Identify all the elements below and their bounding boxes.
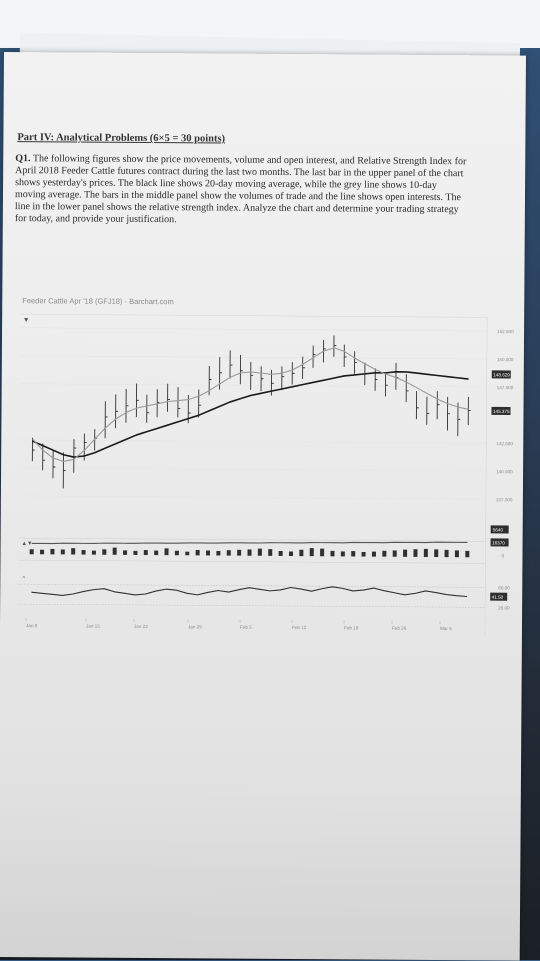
price-tag-label: 148.629 <box>493 372 510 377</box>
x-tick-label: Jan 29 <box>188 624 202 629</box>
rsi-gridline <box>18 604 485 607</box>
volume-tick-label: 0 <box>501 553 504 558</box>
paper-sheet <box>0 52 526 961</box>
volume-divider <box>19 538 486 541</box>
price-tick-label: 140.000 <box>496 469 513 474</box>
price-gridline <box>20 384 487 387</box>
question-body: The following figures show the price movements, volume and open interest, and Relative Strength Index for April 2018 Feeder Cattle futures contract during the last two months. The last bar in the upper panel of the chart shows yesterday's prices. The black line shows 20-day moving average, while the grey line shows 10-day moving average. The bars in the middle panel show the volumes of trade and the line shows open interests. The line in the lower panel shows the relative strength index. Analyze the chart and determine your trading strategy for today, and provide your justification. <box>15 153 467 225</box>
volume-bar <box>237 550 241 556</box>
price-tick-label: 152.500 <box>497 329 514 334</box>
chart-panel <box>10 292 523 676</box>
rsi-collapse-icon[interactable]: ^ <box>22 576 25 582</box>
volume-bar <box>258 549 262 556</box>
volume-bar <box>382 551 386 557</box>
rsi-divider <box>18 560 485 563</box>
volume-bar <box>40 550 44 555</box>
x-tick-label: Jan 15 <box>86 624 100 629</box>
price-tick-label: 150.000 <box>497 357 514 362</box>
x-tick-label: Jan 22 <box>134 624 148 629</box>
question-number: Q1. <box>15 153 30 164</box>
x-axis <box>26 618 452 631</box>
price-gridline <box>20 356 487 359</box>
price-gridline <box>19 440 486 443</box>
volume-bar <box>330 551 334 556</box>
volume-bar <box>154 551 158 556</box>
volume-bar <box>310 548 314 556</box>
x-tick-label: Feb 12 <box>292 625 307 630</box>
volume-bar <box>175 551 179 556</box>
price-bars <box>32 333 471 491</box>
volume-panel <box>18 522 508 558</box>
volume-tag-label: 5640 <box>493 527 504 532</box>
volume-bar <box>71 548 75 554</box>
volume-bar <box>144 550 148 555</box>
volume-bar <box>413 549 417 557</box>
volume-bar <box>268 549 272 556</box>
volume-bar <box>424 549 428 557</box>
price-gridline <box>20 328 487 331</box>
volume-bar <box>61 549 65 554</box>
volume-bar <box>92 551 96 555</box>
x-tick-label: Feb 5 <box>240 625 252 630</box>
price-tag-label: 145.375 <box>493 409 510 414</box>
rsi-tick-label: 20.00 <box>498 605 510 610</box>
price-gridline <box>19 496 486 499</box>
volume-bar <box>50 549 54 554</box>
chart-right-border <box>485 317 487 635</box>
volume-bar <box>227 550 231 555</box>
volume-bar <box>362 552 366 557</box>
volume-bar <box>30 549 34 554</box>
volume-bar <box>289 552 293 557</box>
price-tick-label: 137.500 <box>496 497 513 502</box>
volume-bar <box>196 550 200 555</box>
section-header: Part IV: Analytical Problems (6×5 = 30 points) <box>17 132 477 146</box>
volume-bar <box>113 548 117 555</box>
x-tick-label: Feb 19 <box>344 625 359 630</box>
volume-bar <box>445 550 449 557</box>
volume-bar <box>216 551 220 556</box>
volume-bar <box>165 548 169 555</box>
x-tick-label: Jan 8 <box>26 623 38 628</box>
volume-bar <box>82 550 86 555</box>
price-gridline <box>19 468 486 471</box>
rsi-panel <box>18 560 510 610</box>
price-axis <box>491 329 514 502</box>
volume-bar <box>206 550 210 555</box>
x-tick-label: Feb 26 <box>392 626 407 631</box>
price-tick-label: 147.500 <box>497 385 514 390</box>
chevron-down-icon[interactable]: ▾ <box>24 315 28 324</box>
volume-tag-label: 16370 <box>492 540 505 545</box>
volume-bar <box>279 551 283 556</box>
x-tick-label: Mar 5 <box>440 626 452 631</box>
volume-bar <box>351 551 355 556</box>
volume-bar <box>123 550 127 555</box>
question-text <box>15 153 467 228</box>
chart-svg <box>10 292 523 676</box>
price-tick-label: 142.500 <box>496 441 513 446</box>
volume-bar <box>393 550 397 556</box>
volume-bar <box>102 549 106 554</box>
volume-bar <box>133 551 137 555</box>
volume-bar <box>372 552 376 557</box>
volume-bar <box>341 551 345 556</box>
panel-toggle-icon[interactable]: ▴ ▾ <box>23 540 33 547</box>
volume-bar <box>320 549 324 557</box>
volume-bar <box>299 550 303 556</box>
volume-bar <box>403 550 407 557</box>
chart-title: Feeder Cattle Apr '18 (GFJ18) - Barchart.com <box>22 296 174 306</box>
volume-bar <box>434 549 438 557</box>
rsi-gridline <box>18 584 485 587</box>
open-interest-line <box>32 539 468 546</box>
volume-bar <box>465 551 469 557</box>
rsi-line <box>31 585 467 599</box>
rsi-tag-label: 41.50 <box>492 595 504 600</box>
volume-bar <box>455 550 459 557</box>
volume-bar <box>185 552 189 556</box>
rsi-tick-label: 60.00 <box>498 585 510 590</box>
chart-top-border <box>20 314 487 317</box>
volume-bar <box>247 549 251 555</box>
